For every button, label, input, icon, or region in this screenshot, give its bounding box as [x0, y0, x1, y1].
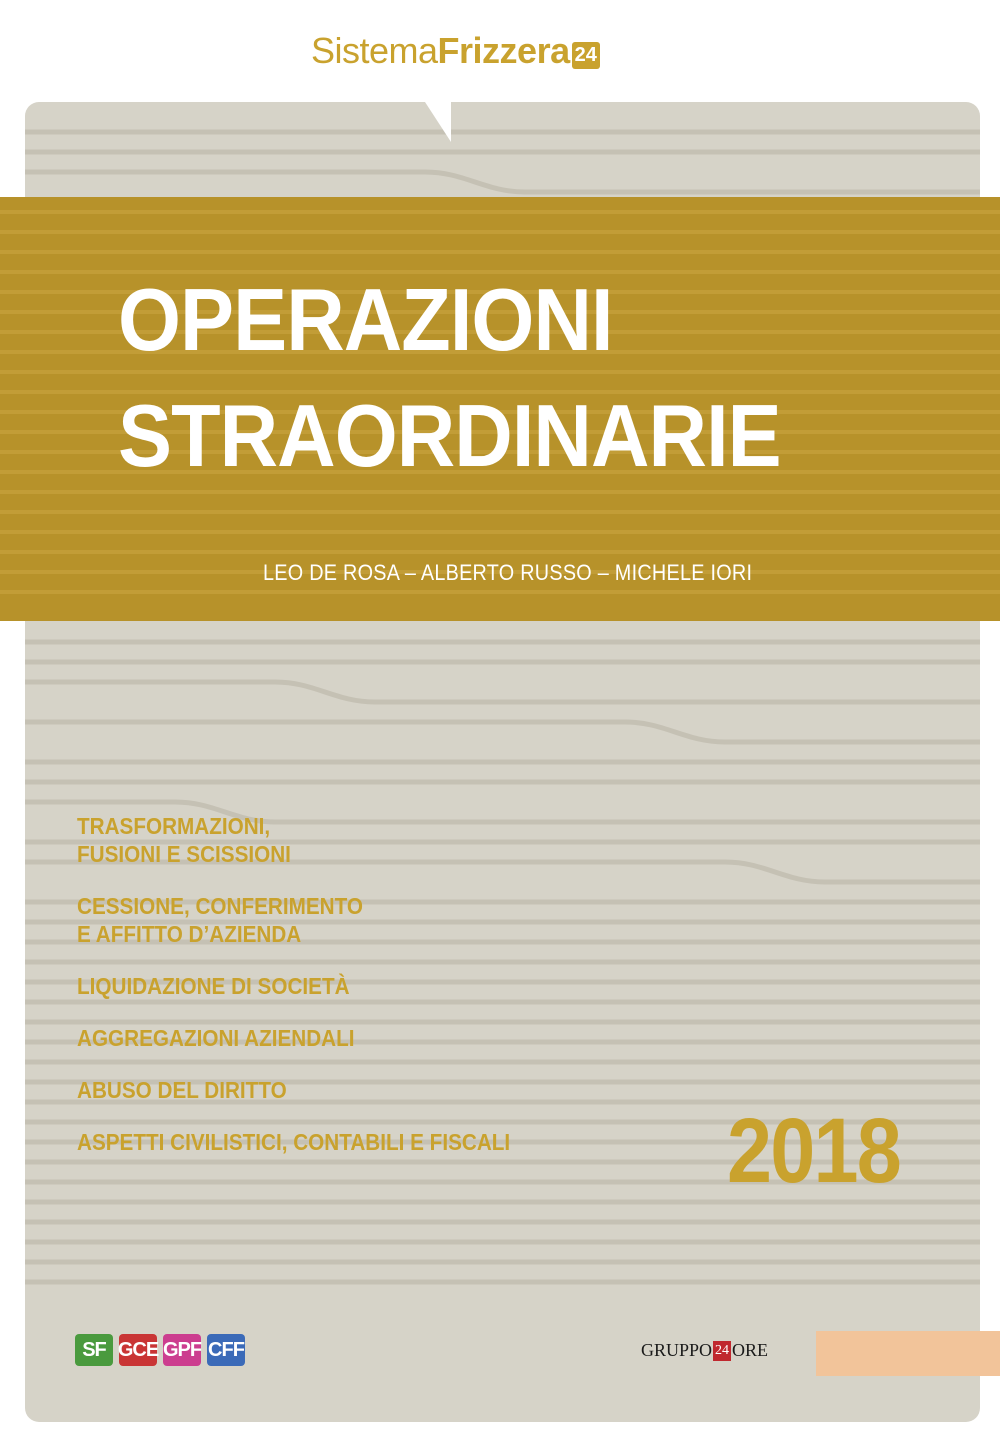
publisher-part-1: GRUPPO [641, 1340, 713, 1360]
badge-cff: CFF [207, 1334, 245, 1366]
topic-line: FUSIONI E SCISSIONI [77, 841, 291, 867]
topic-item [77, 972, 581, 1000]
topic-line: E AFFITTO D’AZIENDA [77, 921, 302, 947]
authors: LEO DE ROSA – ALBERTO RUSSO – MICHELE IORI [263, 560, 753, 585]
publisher-logo [641, 1340, 768, 1361]
badge-gpf: GPF [163, 1334, 201, 1366]
brand-part-3: 24 [572, 42, 600, 69]
topics-list [77, 812, 637, 1180]
topic-line: LIQUIDAZIONE DI SOCIETÀ [77, 973, 350, 999]
brand-part-1: Sistema [311, 30, 438, 71]
topic-line: ASPETTI CIVILISTICI, CONTABILI E FISCALI [77, 1129, 511, 1155]
topic-line: AGGREGAZIONI AZIENDALI [77, 1025, 355, 1051]
topic-item [77, 1024, 581, 1052]
topic-line: TRASFORMAZIONI, [77, 813, 271, 839]
badge-gce: GCE [119, 1334, 157, 1366]
publisher-part-3: ORE [732, 1340, 769, 1360]
topic-item [77, 812, 581, 868]
accent-bar [816, 1331, 1000, 1376]
series-badges [75, 1334, 245, 1366]
topic-item [77, 1076, 581, 1104]
topic-item [77, 1128, 581, 1156]
topic-item [77, 892, 581, 948]
badge-sf: SF [75, 1334, 113, 1366]
brand-part-2: Frizzera [437, 30, 570, 71]
topic-line: CESSIONE, CONFERIMENTO [77, 893, 364, 919]
title-line-2: STRAORDINARIE [118, 386, 781, 485]
brand-logo [311, 30, 600, 70]
topic-line: ABUSO DEL DIRITTO [77, 1077, 287, 1103]
publisher-part-2: 24 [713, 1341, 731, 1361]
edition-year: 2018 [727, 1100, 901, 1202]
title-line-1: OPERAZIONI [118, 270, 613, 369]
speech-bubble-tail [425, 102, 451, 142]
